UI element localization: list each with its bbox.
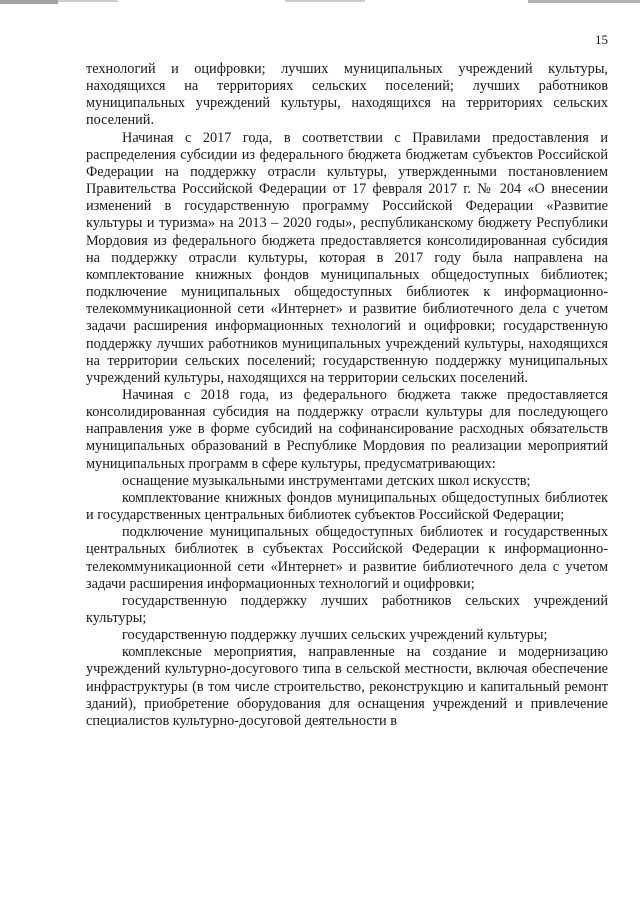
scan-edge-mark [285, 0, 365, 2]
page-number: 15 [595, 32, 608, 47]
paragraph: Начиная с 2017 года, в соответствии с Правилами предоставления и распределения субсидии из федерального бюджета бюджетам субъектов Российской Федерации на поддержку отрасли культуры, утвержденными постановлением Правительства Российской Федерации от 17 февраля 2017 г. № 204 «О внесении изменений в государственную программу Российской Федерации «Развитие культуры и туризма» на 2013 – 2020 годы», республиканскому бюджету Республики Мордовия из федерального бюджета предоставляется консолидированная субсидия на поддержку отрасли культуры, которая в 2017 году была направлена на комплектование книжных фондов муниципальных общедоступных библиотек; подключение муниципальных общедоступных библиотек к информационно-телекоммуникационной сети «Интернет» и развитие библиотечного дела с учетом задачи расширения информационных технологий и оцифровки; государственную поддержку лучших работников муниципальных учреждений культуры, находящихся на территории сельских поселений; государственную поддержку муниципальных учреждений культуры, находящихся на территории сельских поселений. [86, 129, 608, 386]
paragraph: Начиная с 2018 года, из федерального бюджета также предоставляется консолидированная субсидия на поддержку отрасли культуры для последующего направления уже в форме субсидий на софинансирование расходных обязательств муниципальных образований в Республике Мордовия по реализации мероприятий муниципальных программ в сфере культуры, предусматривающих: [86, 386, 608, 472]
document-body [86, 61, 608, 730]
list-item: государственную поддержку лучших работников сельских учреждений культуры; [86, 592, 608, 626]
list-item: подключение муниципальных общедоступных библиотек и государственных центральных библиотек в субъектах Российской Федерации к информационно-телекоммуникационной сети «Интернет» и развитие библиотечного дела с учетом задачи расширения информационных технологий и оцифровки; [86, 524, 608, 592]
list-item: комплектование книжных фондов муниципальных общедоступных библиотек и государственных центральных библиотек субъектов Российской Федерации; [86, 489, 608, 524]
scan-edge-mark [0, 0, 58, 4]
list-item: оснащение музыкальными инструментами детских школ искусств; [122, 472, 531, 489]
scan-edge-mark [528, 0, 640, 3]
list-item: комплексные мероприятия, направленные на создание и модернизацию учреждений культурно-досугового типа в сельской местности, включая обеспечение инфраструктуры (в том числе строительство, реконструкцию и капитальный ремонт зданий), приобретение оборудования для оснащения учреждений и привлечение специалистов культурно-досуговой деятельности в [86, 644, 608, 729]
paragraph-continuation: технологий и оцифровки; лучших муниципальных учреждений культуры, находящихся на территориях сельских поселений; лучших работников муниципальных учреждений культуры, находящихся на территориях сельских поселений. [86, 61, 608, 129]
list-item: государственную поддержку лучших сельских учреждений культуры; [122, 627, 548, 644]
scan-edge-mark [58, 0, 118, 2]
